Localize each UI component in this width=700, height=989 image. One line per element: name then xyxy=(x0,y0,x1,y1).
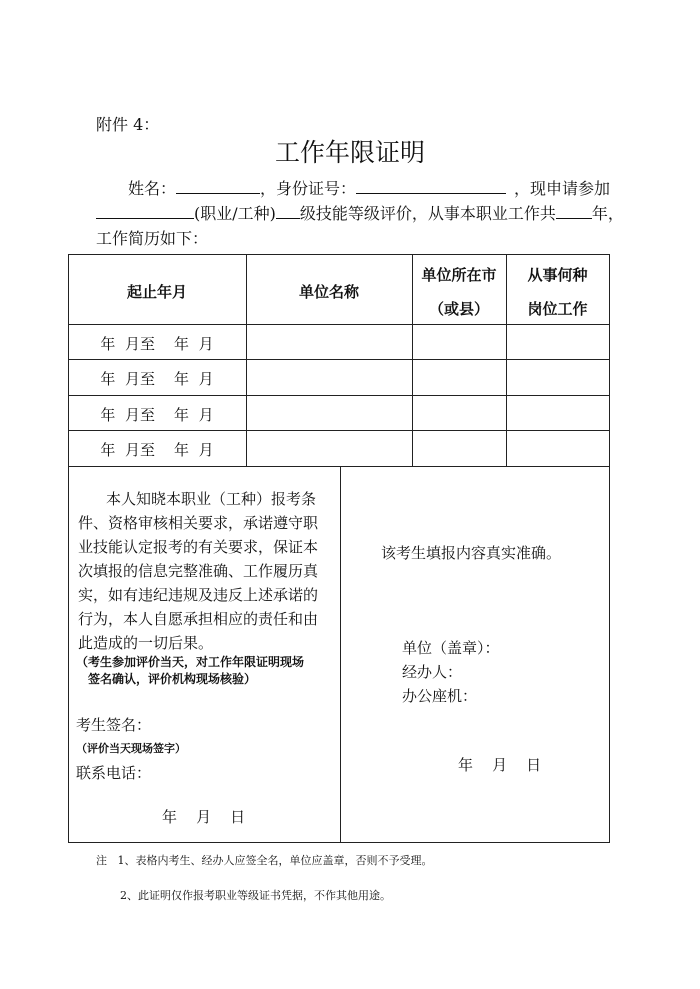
occupation-blank[interactable] xyxy=(96,202,194,219)
id-number-blank[interactable] xyxy=(356,177,506,194)
footnote-1: 注 1、表格内考生、经办人应签全名，单位应盖章，否则不予受理。 xyxy=(96,854,433,867)
table-row-period: 年 月至 年 月 xyxy=(100,335,214,353)
id-label: ，身份证号： xyxy=(260,179,357,198)
commitment-line: 次填报的信息完整准确、工作履历真 xyxy=(78,562,319,580)
table-row-period: 年 月至 年 月 xyxy=(100,370,214,388)
header-city-line2: （或县） xyxy=(428,300,489,318)
certification-date: 年 月 日 xyxy=(458,756,542,774)
page-title: 工作年限证明 xyxy=(274,138,425,167)
office-phone-label: 办公座机： xyxy=(402,687,478,705)
header-city-line1: 单位所在市 xyxy=(421,266,497,284)
candidate-signature-label: 考生签名： xyxy=(76,716,152,734)
candidate-phone-label: 联系电话： xyxy=(76,764,152,782)
header-unit-name: 单位名称 xyxy=(298,283,359,301)
intro-line-2 xyxy=(96,201,624,224)
commitment-note-line1: （考生参加评价当天，对工作年限证明现场 xyxy=(76,655,305,669)
resume-text: 工作简历如下： xyxy=(96,229,209,248)
year-unit: 年， xyxy=(591,204,624,223)
unit-seal-label: 单位（盖章）： xyxy=(402,639,500,657)
certification-statement: 该考生填报内容真实准确。 xyxy=(381,544,562,562)
header-post-line2: 岗位工作 xyxy=(527,300,588,318)
footnote-2: 2、此证明仅作报考职业等级证书凭据，不作其他用途。 xyxy=(120,889,391,902)
years-blank[interactable] xyxy=(556,202,592,219)
signature-note: （评价当天现场签字） xyxy=(76,742,186,755)
candidate-date: 年 月 日 xyxy=(162,808,246,826)
commitment-line: 行为，本人自愿承担相应的责任和由 xyxy=(78,610,319,628)
header-post-line1: 从事何种 xyxy=(527,266,588,284)
apply-text: ，现申请参加 xyxy=(514,179,611,198)
table-row-period: 年 月至 年 月 xyxy=(100,406,214,424)
handler-label: 经办人： xyxy=(402,663,463,681)
occupation-text: (职业/工种) xyxy=(194,204,276,223)
intro-line-1 xyxy=(128,176,610,199)
commitment-line: 此造成的一切后果。 xyxy=(78,634,214,652)
attachment-label: 附件 4： xyxy=(96,115,160,134)
commitment-note-line2: 签名确认，评价机构现场核验） xyxy=(88,672,257,686)
name-label: 姓名： xyxy=(128,179,177,198)
commitment-line: 实，如有违纪违规及违反上述承诺的 xyxy=(78,586,319,604)
commitment-line: 业技能认定报考的有关要求，保证本 xyxy=(78,538,319,556)
level-text: 级技能等级评价，从事本职业工作共 xyxy=(299,204,556,223)
table-row-period: 年 月至 年 月 xyxy=(100,441,214,459)
commitment-line: 本人知晓本职业（工种）报考条 xyxy=(106,490,317,508)
header-period: 起止年月 xyxy=(126,283,187,301)
commitment-line: 件、资格审核相关要求，承诺遵守职 xyxy=(78,514,319,532)
level-blank[interactable] xyxy=(276,202,300,219)
name-blank[interactable] xyxy=(176,177,260,194)
